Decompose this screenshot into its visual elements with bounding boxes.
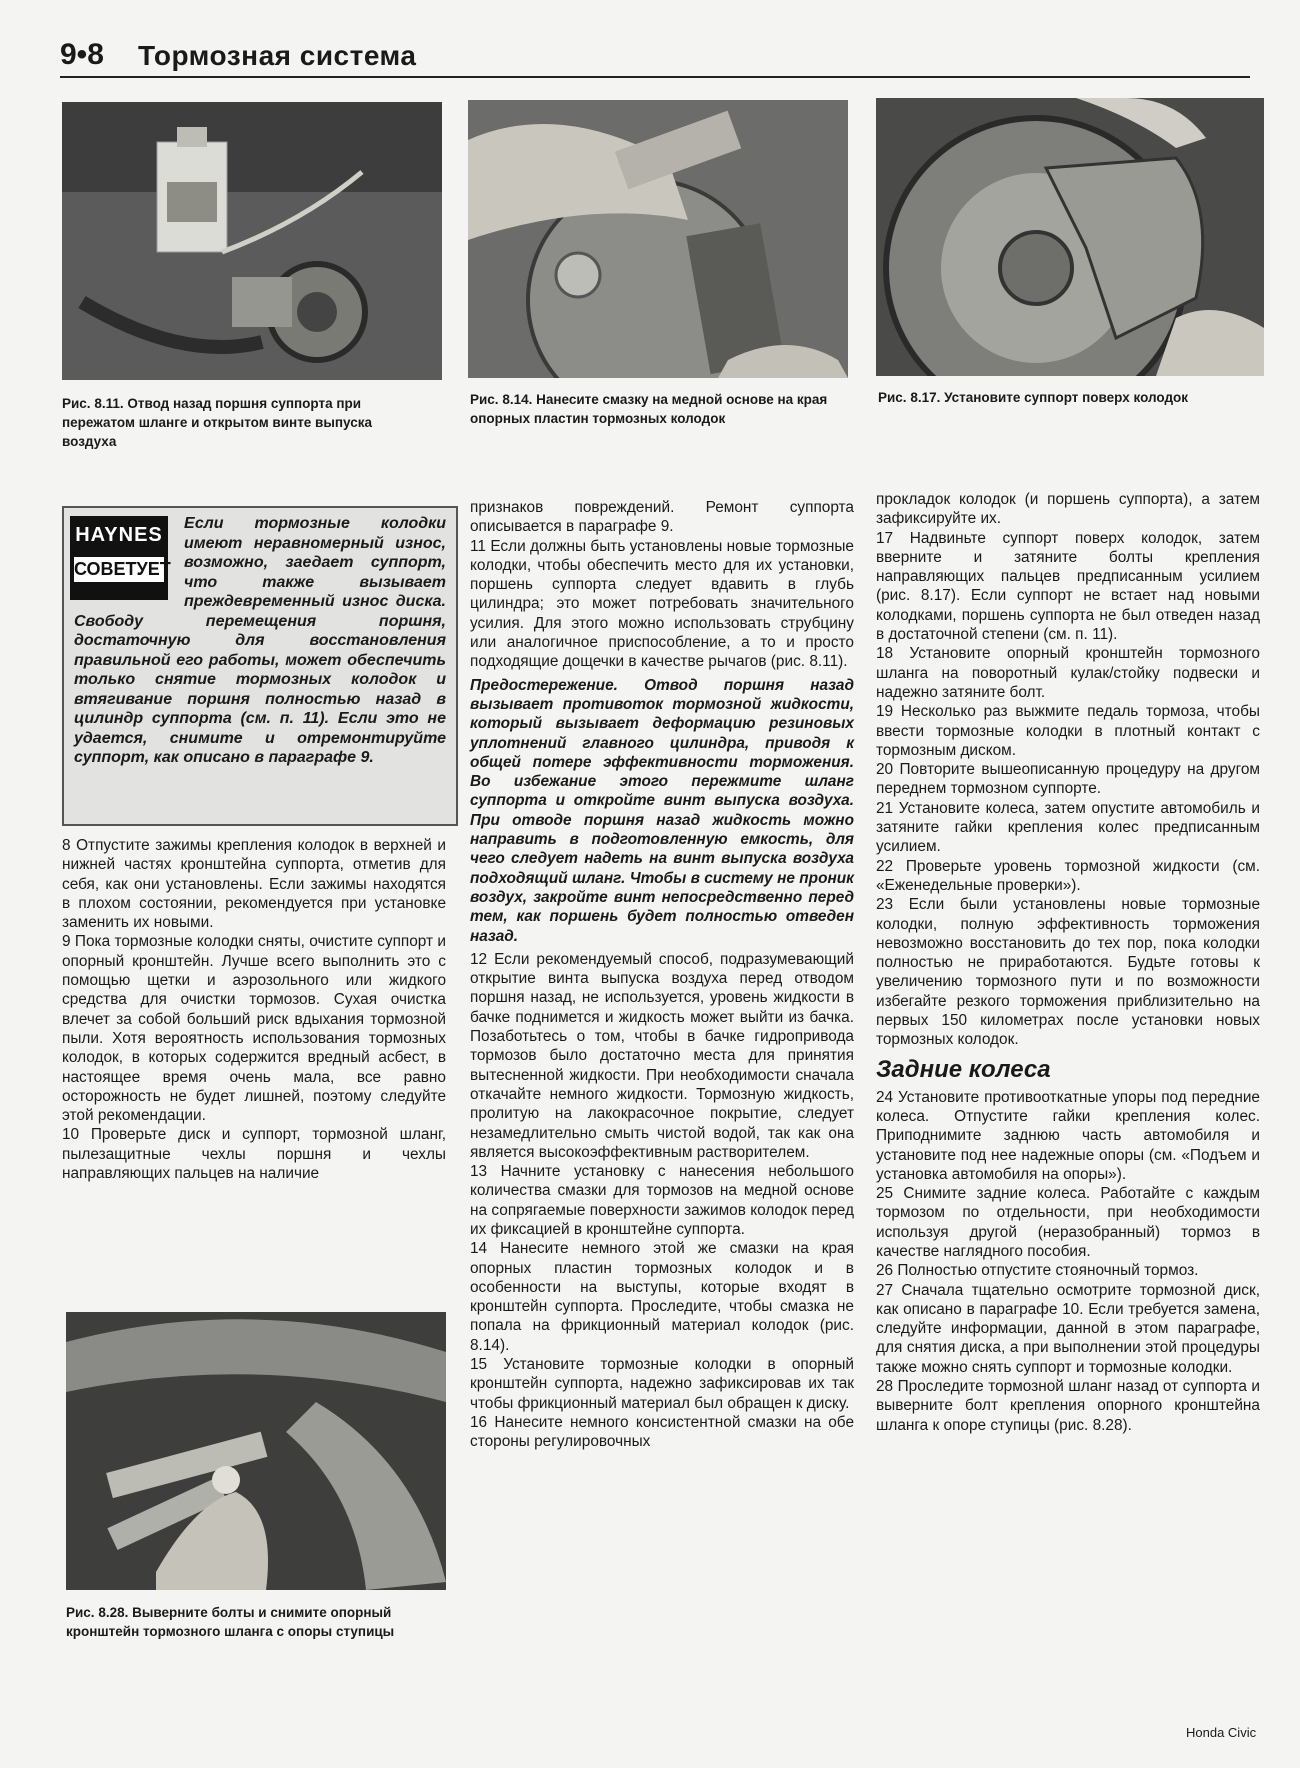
paragraph-17: 17 Надвиньте суппорт поверх колодок, затем вверните и затяните болты крепления направляющих пальцев предписанным усилием (рис. 8.17). Если суппорт не встает над новыми колодками, поршень суппорта не был отведен назад в достаточной степени (см. п. 11). [876,529,1260,644]
paragraph-23: 23 Если были установлены новые тормозные колодки, полную эффективность торможения невозможно восстановить до тех пор, пока колодки полностью не приработаются. Будьте готовы к увеличению тормозного пути и по возможности избегайте резкого торможения приблизительно на первых 150 километрах после установки новых тормозных колодок. [876,896,1260,1049]
page-footer: Honda Civic [1186,1725,1257,1740]
caption-fig-8-14: Рис. 8.14. Нанесите смазку на медной основе на края опорных пластин тормозных колодок [470,392,828,426]
tip-text: Если тормозные колодки имеют неравномерный износ, возможно, заедает суппорт, что также вызывает преждевременный износ диска. Свободу перемещения поршня, достаточную для восстановления правильной его работы, может обеспечить только снятие тормозных колодок и втягивание поршня полностью назад в цилиндр суппорта (см. п. 11). Если это не удается, снимите и отремонтируйте суппорт, как описано в параграфе 9. [74,515,446,766]
haynes-tip-box [62,506,458,826]
paragraph-22: 22 Проверьте уровень тормозной жидкости (см. «Еженедельные проверки»). [876,857,1260,894]
paragraph-25: 25 Снимите задние колеса. Работайте с каждым тормозом по отдельности, при необходимости используя другой (неразобранный) тормоз в качестве наглядного пособия. [876,1185,1260,1260]
logo-text-bottom: СОВЕТУЕТ [74,557,164,582]
logo-text-top: HAYNES [75,524,163,546]
paragraph-27: 27 Сначала тщательно осмотрите тормозной диск, как описано в параграфе 10. Если требуется замена, следуйте информации, данной в этом параграфе, для снятия диска, а при выполнении этой процедуры также можно снять суппорт и тормозные колодки. [876,1281,1260,1376]
hose-bracket-image [66,1312,446,1590]
photo-fig-8-17 [876,98,1264,376]
paragraph-26: 26 Полностью отпустите стояночный тормоз. [876,1262,1199,1280]
column-1 [62,836,446,1183]
photo-fig-8-11 [62,102,442,380]
paragraph-11: 11 Если должны быть установлены новые тормозные колодки, чтобы обеспечить место для их установки, поршень суппорта следует вдавить в глубь цилиндра; это может потребовать значительного усилия. Для этого можно использовать струбцину или аналогичное приспособление, а то и просто подходящие дощечки в качестве рычагов (рис. 8.11). [470,537,854,671]
paragraph-19: 19 Несколько раз выжмите педаль тормоза, чтобы ввести тормозные колодки в плотный контакт с тормозным диском. [876,703,1260,759]
paragraph-20: 20 Повторите вышеописанную процедуру на другом переднем тормозном суппорте. [876,761,1260,798]
paragraph-10: 10 Проверьте диск и суппорт, тормозной шланг, пылезащитные чехлы поршня и чехлы направляющих пальцев на наличие [62,1126,446,1183]
paragraph-28: 28 Проследите тормозной шланг назад от суппорта и выверните болт крепления опорного кронштейна шланга к опоре ступицы (рис. 8.28). [876,1378,1260,1434]
tip-text-wrap [74,514,446,768]
paragraph-21: 21 Установите колеса, затем опустите автомобиль и затяните гайки крепления колес предписанным усилием. [876,799,1260,856]
page-title: Тормозная система [138,40,417,71]
paragraph-13: 13 Начните установку с нанесения небольшого количества смазки для тормозов на медной основе на сопрягаемые поверхности зажимов колодок перед их фиксацией в кронштейне суппорта. [470,1163,854,1238]
paragraph-12: 12 Если рекомендуемый способ, подразумевающий открытие винта выпуска воздуха перед отводом поршня назад, не используется, уровень жидкости в бачке поднимется и жидкость может выйти из бачка. Позаботьтесь о том, чтобы в бачке гидропривода тормозов было достаточно места для принятия вытесненной жидкости. При необходимости сначала откачайте немного жидкости. Тормозную жидкость, пролитую на лакокрасочное покрытие, следует незамедлительно смыть чистой водой, так как она является высокоэффективным растворителем. [470,950,854,1161]
caption-fig-8-11: Рис. 8.11. Отвод назад поршня суппорта при пережатом шланге и открытом винте выпуска воздуха [62,396,372,449]
column-3 [876,490,1260,1435]
paragraph-14: 14 Нанесите немного этой же смазки на края опорных пластин тормозных колодок и в особенности на выступы, которые входят в кронштейн суппорта. Проследите, чтобы смазка не попала на фрикционный материал колодок (рис. 8.14). [470,1240,854,1354]
brake-pad-grease-image [468,100,848,378]
page-header [60,36,1250,78]
photo-fig-8-14 [468,100,848,378]
paragraph-18: 18 Установите опорный кронштейн тормозного шланга на поворотный кулак/стойку подвески и надежно затяните болт. [876,645,1260,701]
paragraph-8: 8 Отпустите зажимы крепления колодок в верхней и нижней частях кронштейна суппорта, отметив для себя, как они установлены. Если зажимы находятся в плохом состоянии, рекомендуется при установке заменить их новыми. [62,837,446,932]
paragraph-16-cont: прокладок колодок (и поршень суппорта), а затем зафиксируйте их. [876,491,1260,528]
caption-fig-8-28: Рис. 8.28. Выверните болты и снимите опорный кронштейн тормозного шланга с опоры ступицы [66,1605,395,1639]
photo-fig-8-28 [66,1312,446,1590]
paragraph-15: 15 Установите тормозные колодки в опорный кронштейн суппорта, надежно зафиксировав их так чтобы фрикционный материал был обращен к диску. [470,1356,854,1412]
paragraph-24: 24 Установите противооткатные упоры под передние колеса. Отпустите гайки крепления колес. Приподнимите заднюю часть автомобиля и установите под нее надежные опоры (см. «Подъем и установка автомобиля на опоры»). [876,1088,1260,1183]
subheading-rear-wheels: Задние колеса [876,1055,1051,1083]
paragraph-9: 9 Пока тормозные колодки сняты, очистите суппорт и опорный кронштейн. Лучше всего выполнить это с помощью щетки и аэрозольного или жидкого средства для очистки тормозов. Сухая очистка влечет за собой больший риск вдыхания тормозной пыли. Хотя вероятность использования тормозных колодок, в которых содержится вредный асбест, в настоящее время очень мала, все равно осторожность не будет лишней, поэтому следуйте этой рекомендации. [62,933,446,1125]
paragraph-10-cont: признаков повреждений. Ремонт суппорта описывается в параграфе 9. [470,499,854,536]
column-2 [470,498,854,1452]
caliper-install-image [876,98,1264,376]
paragraph-16: 16 Нанесите немного консистентной смазки на обе стороны регулировочных [470,1413,854,1451]
caption-fig-8-17: Рис. 8.17. Установите суппорт поверх колодок [878,390,1189,405]
section-number: 9•8 [60,38,104,71]
warning-paragraph: Предостережение. Отвод поршня назад вызывает противоток тормозной жидкости, который вызывает деформацию резиновых уплотнений главного цилиндра, приводя к общей потере эффективности торможения. Во избежание этого пережмите шланг суппорта и откройте винт выпуска воздуха. При отводе поршня назад жидкость можно направить в подготовленную емкость, для чего следует надеть на винт выпуска воздуха подходящий шланг. Чтобы в систему не проник воздух, закройте винт непосредственно перед тем, как поршень будет полностью отведен назад. [470,676,854,945]
brake-caliper-bleed-image [62,102,442,380]
